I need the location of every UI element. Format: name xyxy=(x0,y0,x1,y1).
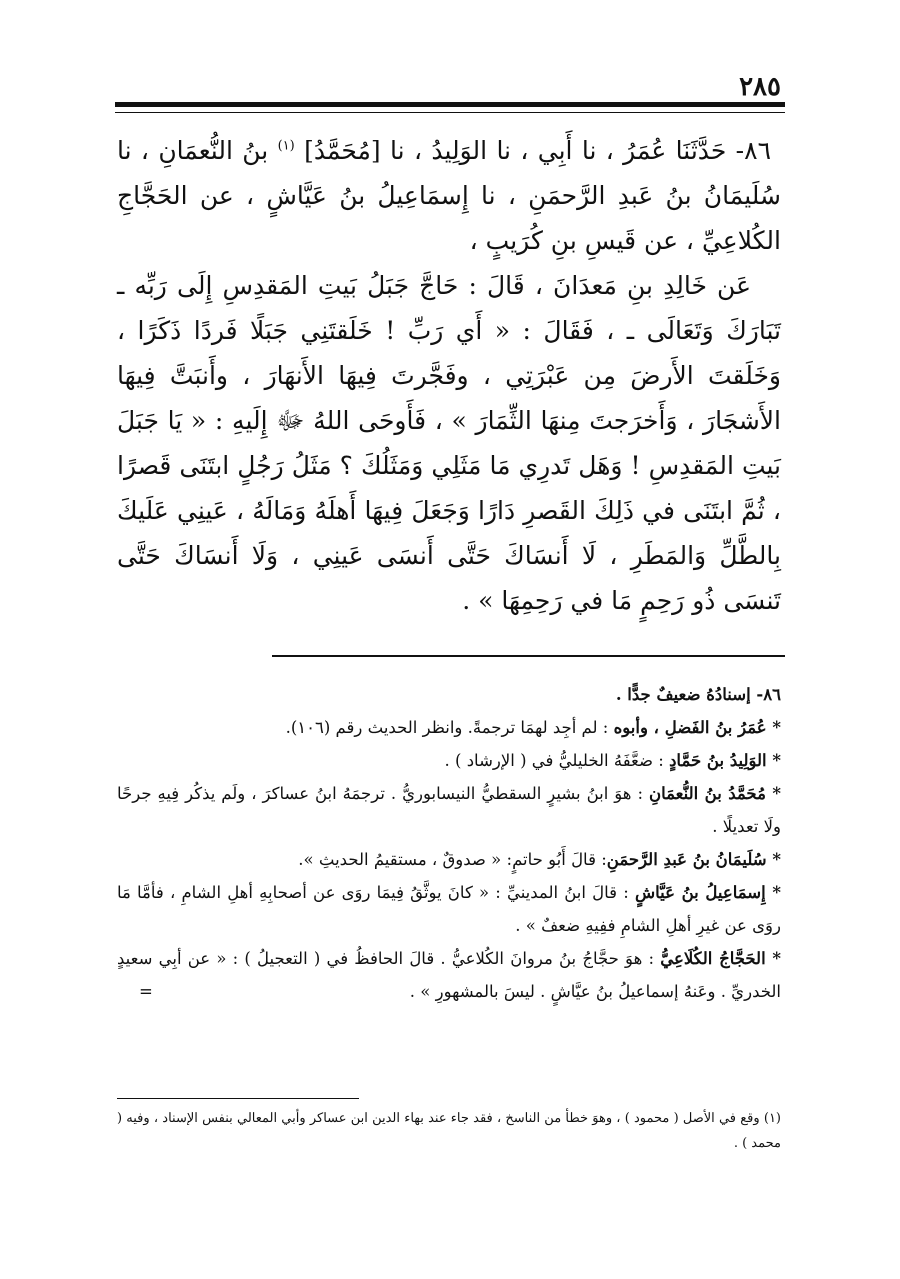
header-rule-thick xyxy=(115,102,785,107)
footnote: (١) وقع في الأصل ( محمود ) ، وهوَ خطأ من الناسخ ، فقد جاء عند بهاء الدين ابن عساكر وأبي المعالي بنفس الإسناد ، وفيه ( محمد ) . xyxy=(117,1111,781,1151)
narrator-name: * سُلَيمَانُ بنُ عَبدِ الرَّحمَنِ xyxy=(606,850,781,869)
narrator-note: : قالَ أَبُو حاتمٍ: « صدوقٌ ، مستقيمُ الحديثِ ». xyxy=(298,850,607,869)
narrator-note: : ضعَّفَهُ الخليليُّ في ( الإرشاد ) . xyxy=(444,751,670,770)
note-narrator xyxy=(117,777,781,843)
narrator-name: * مُحَمَّدُ بنُ النُّعمَانِ xyxy=(648,784,781,803)
takhrij-notes xyxy=(117,678,781,1008)
footnote-separator xyxy=(117,1098,359,1099)
narrator-name: * إِسمَاعِيلُ بنُ عَيَّاشٍ xyxy=(634,883,781,902)
page-number: ٢٨٥ xyxy=(739,72,781,102)
note-narrator xyxy=(117,744,781,777)
narrator-name: * الوَلِيدُ بنُ حَمَّادٍ xyxy=(669,751,781,770)
isnad-second-part: بنُ النُّعمَانِ ، نا سُلَيمَانُ بنُ عَبدِ الرَّحمَنِ ، نا إِسمَاعِيلُ بنُ عَيَّاشٍ ، عن الحَجَّاجِ الكُلاعِيِّ ، عن قَيسِ بنِ كُرَيبٍ ، xyxy=(117,136,781,255)
narrator-name: * الحَجَّاجُ الكُلَاعِيُّ xyxy=(660,949,781,968)
isnad-first-part: ٨٦- حَدَّثَنَا عُمَرُ ، نا أَبِي ، نا الوَلِيدُ ، نا [مُحَمَّدُ] xyxy=(304,136,771,165)
hadith-isnad xyxy=(117,128,781,263)
narrator-note: : قالَ ابنُ المدينيِّ : « كانَ يوثَّقُ فِيمَا روَى عن أصحابِهِ أهلِ الشامِ ، فأمَّا مَا روَى عن غيرِ أهلِ الشامِ ففِيهِ ضعفٌ » . xyxy=(117,883,781,935)
notes-separator xyxy=(272,655,785,657)
hadith-text xyxy=(117,128,781,623)
note-narrator xyxy=(117,876,781,942)
note-narrator xyxy=(117,843,781,876)
footnote-reference: (١) xyxy=(277,138,295,154)
grading-line: ٨٦- إسنادُهُ ضعيفٌ جدًّا . xyxy=(615,685,781,704)
narrator-note: : هوَ حجَّاجُ بنُ مروانَ الكُلاعيُّ . قالَ الحافظُ في ( التعجيلُ ) : « عن أبِي سعيدٍ الخدريِّ . وعَنهُ إسماعيلُ بنُ عيَّاشٍ . ليسَ بالمشهورِ » . xyxy=(117,949,781,1001)
header-rule-thin xyxy=(115,112,785,113)
continued-mark: = xyxy=(139,982,153,1001)
narrator-note: : لم أجِد لهمَا ترجمةً. وانظر الحديث رقم (١٠٦). xyxy=(285,718,614,737)
note-narrator xyxy=(117,942,781,1008)
note-narrator xyxy=(117,711,781,744)
narrator-note: : هوَ ابنُ بشيرٍ السقطيُّ النيسابوريُّ . ترجمَهُ ابنُ عساكرَ ، ولَم يذكُر فِيهِ جرحًا ولَا تعديلًا . xyxy=(117,784,781,836)
hadith-matn: عَن خَالِدِ بنِ مَعدَانَ ، قَالَ : حَاجَّ جَبَلُ بَيتِ المَقدِسِ إِلَى رَبِّه ـ تَبَارَكَ وَتَعَالَى ـ ، فَقَالَ : « أَي رَبِّ ! خَلَقتَنِي جَبَلًا فَردًا ذَكَرًا ، وَخَلَقتَ الأَرضَ مِن عَبْرَتِي ، وفَجَّرتَ فِيهَا الأَنهَارَ ، وأَنبَتَّ فِيهَا الأَشجَارَ ، وَأَخرَجتَ مِنهَا الثِّمَارَ » ، فَأَوحَى اللهُ ﷻ إِلَيهِ : « يَا جَبَلَ بَيتِ المَقدِسِ ! وَهَل تَدرِي مَا مَثَلِي وَمَثَلُكَ ؟ مَثَلُ رَجُلٍ ابتَنَى قَصرًا ، ثُمَّ ابتَنَى في ذَلِكَ القَصرِ دَارًا وَجَعَلَ فِيهَا أَهلَهُ وَمَالَهُ ، عَينِي عَلَيكَ بِالطَّلِّ وَالمَطَرِ ، لَا أَنسَاكَ حَتَّى أَنسَى عَينِي ، وَلَا أَنسَاكَ حَتَّى تَنسَى ذُو رَحِمٍ مَا في رَحِمِهَا » . xyxy=(117,271,781,615)
narrator-name: * عُمَرُ بنُ الفَضلِ ، وأبوه xyxy=(613,718,781,737)
